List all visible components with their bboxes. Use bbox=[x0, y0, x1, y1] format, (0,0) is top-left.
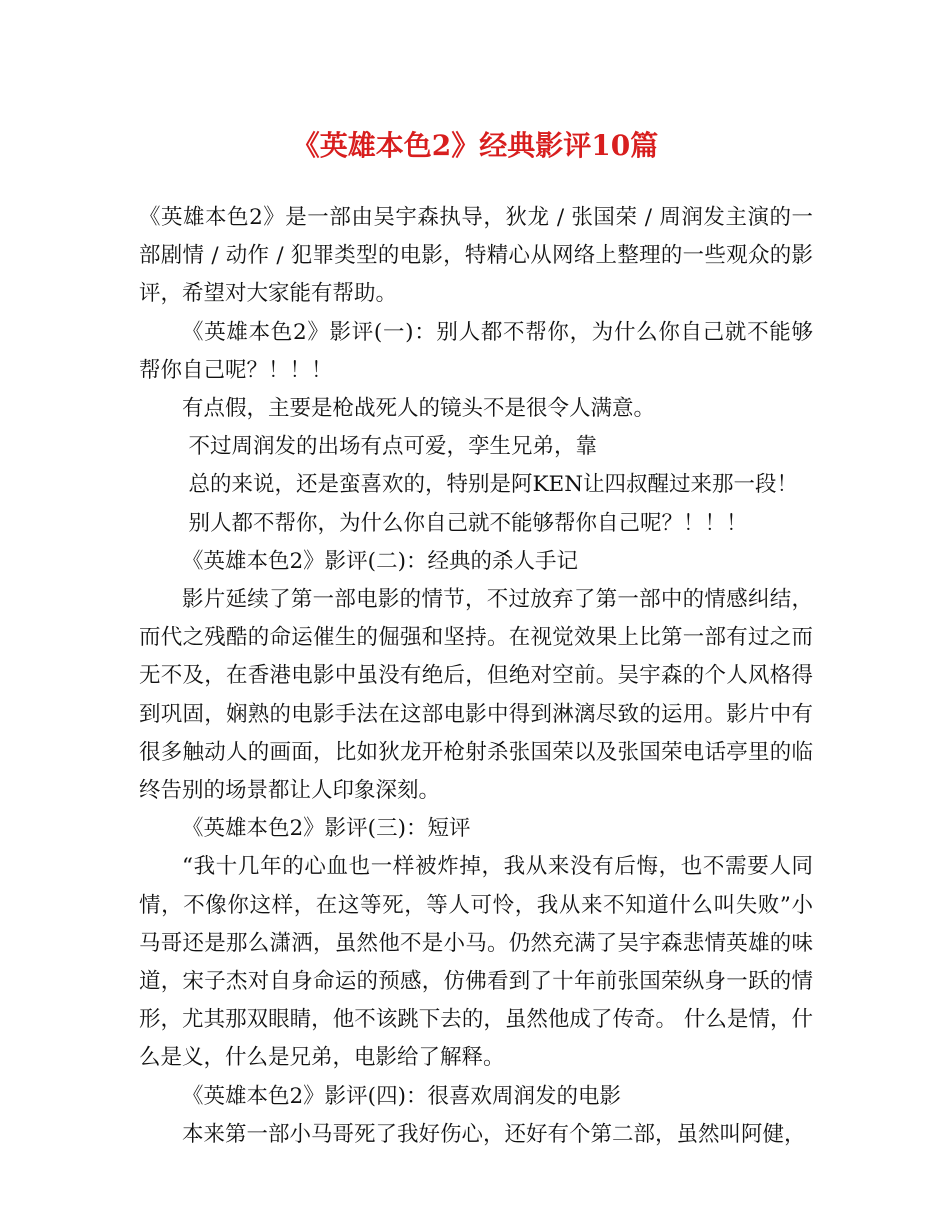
review-4-heading: 《英雄本色2》影评(四)：很喜欢周润发的电影 bbox=[182, 1083, 621, 1109]
review-1-line-1: 有点假，主要是枪战死人的镜头不是很令人满意。 bbox=[182, 396, 656, 422]
review-1-line-4: 别人都不帮你，为什么你自己就不能够帮你自己呢？！！！ bbox=[188, 510, 748, 536]
review-1-line-3: 总的来说，还是蛮喜欢的，特别是阿KEN让四叔醒过来那一段！ bbox=[188, 472, 799, 498]
review-2-body: 影片延续了第一部电影的情节，不过放弃了第一部中的情感纠结，而代之残酷的命运催生的倔强和坚持。在视觉效果上比第一部有过之而无不及，在香港电影中虽没有绝后，但绝对空前。吴宇森的个人风格得到巩固，娴熟的电影手法在这部电影中得到淋漓尽致的运用。影片中有很多触动人的画面，比如狄龙开枪射杀张国荣以及张国荣电话亭里的临终告别的场景都让人印象深刻。 bbox=[139, 587, 813, 804]
review-2-heading: 《英雄本色2》影评(二)：经典的杀人手记 bbox=[182, 548, 578, 574]
document-body bbox=[139, 199, 813, 1154]
review-1-heading: 《英雄本色2》影评(一)：别人都不帮你，为什么你自己就不能够帮你自己呢？！！！ bbox=[139, 319, 813, 383]
intro-paragraph: 《英雄本色2》是一部由吴宇森执导，狄龙 / 张国荣 / 周润发主演的一部剧情 / 动作 / 犯罪类型的电影，特精心从网络上整理的一些观众的影评，希望对大家能有帮助。 bbox=[139, 205, 813, 307]
review-1-line-2: 不过周润发的出场有点可爱，孪生兄弟，靠 bbox=[188, 434, 597, 460]
review-3-heading: 《英雄本色2》影评(三)：短评 bbox=[182, 816, 471, 842]
review-3-body: “我十几年的心血也一样被炸掉，我从来没有后悔，也不需要人同情，不像你这样，在这等死，等人可怜，我从来不知道什么叫失败”小马哥还是那么潇洒，虽然他不是小马。仍然充满了吴宇森悲情英雄的味道，宋子杰对自身命运的预感，仿佛看到了十年前张国荣纵身一跃的情形，尤其那双眼睛，他不该跳下去的，虽然他成了传奇。 什么是情，什么是义，什么是兄弟，电影给了解释。 bbox=[139, 854, 813, 1071]
document-title: 《英雄本色2》经典影评10篇 bbox=[291, 129, 659, 162]
review-4-body: 本来第一部小马哥死了我好伤心，还好有个第二部，虽然叫阿健， bbox=[182, 1121, 806, 1147]
